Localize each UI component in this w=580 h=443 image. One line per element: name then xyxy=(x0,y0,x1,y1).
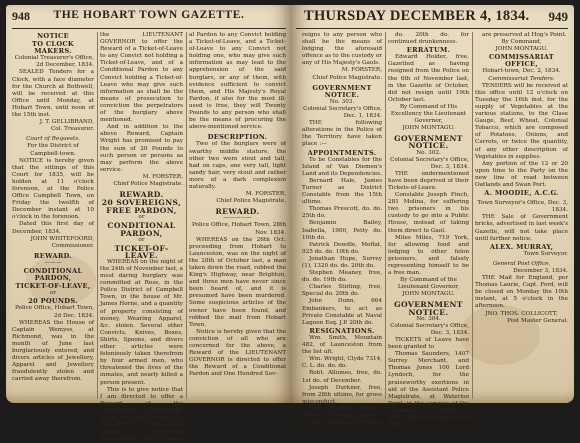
right-page xyxy=(290,5,574,434)
article-text: Court of Requests. xyxy=(26,136,80,143)
article-text: al Pardon to any Convict holding a Ticket-of-Leave, and a Ticket-of-Leave to any Convict not holding one, who may give such information as may lead to the apprehension of the said burglars, or any of them, with evidence sufficient to convict them, and His Majesty's Royal Pardon, if also for the most ill-used is free, they will Twenty Pounds to any person who shall be the means of procuring the above-mentioned service. xyxy=(189,32,286,131)
article-text: No. 302. xyxy=(416,149,441,156)
article-text: Two of the burglars were of swarthy middle stature, the other two were stout and tall, had on caps, one very tall, light sandy hair, very stout and rather more of a dark complexion naturally. xyxy=(189,141,286,190)
article-text: JOHN MONTAGU. xyxy=(495,46,548,53)
article-text: JOHN MONTAGU. xyxy=(402,291,455,298)
article-text: REWARD. xyxy=(215,207,260,217)
article-text: Hobart-town, Dec. 2, 1834. xyxy=(482,68,561,75)
article-text: JOHN WHITEFOORD, xyxy=(30,235,94,242)
article-text: Benjamin Bailey, Isabella, 1900, Petty do. 10th do. xyxy=(302,220,382,241)
article-text: Col. Treasurer. xyxy=(50,126,94,133)
article-text: 20 SOVEREIGNS, xyxy=(101,198,182,208)
article-text: By Command of His Excellency the Lieutenant Governor, xyxy=(390,103,467,125)
right-page-number: 949 xyxy=(548,9,568,24)
article-text: Constable Joseph Finch, 281 Molina, for suffering two prisoners in his custody to go into a Public House, instead of taking them direct to Gaol. xyxy=(388,192,469,234)
article-text: REWARD. xyxy=(34,251,72,260)
left-page xyxy=(6,5,292,443)
article-text: are preserved at Hog's Point. xyxy=(482,32,567,38)
left-column-1 xyxy=(12,32,98,399)
article-text: reigns to any person who shall be the means of lodging the aforesaid offence as to the custody or any of His Majesty's Gaols. xyxy=(302,32,382,67)
article-text: FREE PARDON, xyxy=(106,206,177,216)
article-text: M. FORSTER, xyxy=(142,173,183,180)
article-text: Town Surveyor. xyxy=(523,250,568,257)
article-text: General Post Office, xyxy=(492,260,551,267)
article-text: No. 304. xyxy=(416,315,441,322)
article-text: TICKETS of Leave have been granted to xyxy=(388,336,469,351)
left-page-columns xyxy=(12,32,286,443)
article-text: GOVERNMENT NOTICE. xyxy=(394,300,463,317)
article-text: A. MOODIE, A.C.G. xyxy=(484,189,559,198)
article-text: Post Master General. xyxy=(506,317,568,324)
article-text: Jonathan Hope, Surrey (1), 1320 do. do. 20th do. xyxy=(302,255,382,269)
article-text: No. 303. xyxy=(329,98,355,105)
article-text: Wm. Wright, Clyde 7314, C. L. do. do. do. xyxy=(302,356,382,370)
article-text: M. FORSTER, xyxy=(341,67,382,74)
left-column-2 xyxy=(100,32,187,443)
article-text: Chief Police Magistrate. xyxy=(113,180,183,187)
article-text: Edward Holder, free, Gazetted as having resigned from the Police on the 6th of November last, in the Gazette of October, did not resign until 19th October last. xyxy=(388,54,469,103)
article-text: ——— xyxy=(44,259,62,266)
header-rule xyxy=(12,28,286,29)
article-text: Commissariat Tenders. xyxy=(488,75,555,82)
article-text: APPOINTMENTS. xyxy=(307,148,377,157)
article-text: COMMISSARIAT OFFICE, xyxy=(489,53,554,69)
article-text: WHEREAS the House of Captain Wemyss, at Richmond, was in the month of June last burglariously entered, and divers articles of Jewellery, Apparel and Jewellery fraudulently stolen and carried away therefrom. xyxy=(12,319,94,383)
article-text: do. 20th do. for continued drunkenness. xyxy=(388,32,469,46)
article-text: Colonial Secretary's Office, Dec. 1, 1834. xyxy=(303,105,382,120)
newspaper-spread xyxy=(6,5,574,443)
article-text: NOTICE xyxy=(37,32,69,40)
article-text: GOVERNMENT NOTICE. xyxy=(394,134,463,151)
article-text: JNO. THOS. COLLICOTT, xyxy=(485,310,558,317)
left-column-3 xyxy=(189,32,286,399)
article-text: the LIEUTENANT GOVERNOR to offer the Reward of a Ticket-of-Leave to any Convict not holding a Ticket-of-Leave, and of a Conditional Pardon to any Convict holding a Ticket-of-Leave who may give such information as shall be the means of prosecution to conviction the perpetrators of the burglary above mentioned. xyxy=(100,32,183,124)
article-text: Joseph Durkner, free, from 28th ultimo, for gross misconduct. xyxy=(302,384,382,405)
gazette-masthead: THE HOBART TOWN GAZETTE. xyxy=(53,9,245,21)
article-text: 2d December, 1834. xyxy=(36,62,94,69)
article-text: Police Office, Hobart Town, 2d Dec. 1834. xyxy=(14,305,94,319)
article-text: or xyxy=(49,290,57,297)
article-text: Chief Police Magistrate. xyxy=(312,74,382,81)
article-text: Commissioner. xyxy=(51,242,94,249)
article-text: TENDERS will be received at this office until 12 o'clock on Tuesday the 16th inst. for the supply of Vegetables at the various stations, to the Clase Gauge, Beef, Wheat, Colonial Tobacco, which are composed of Potatoes, Onions, and Carrots, or twice the quantity, of any other description of Vegetables in supplies. xyxy=(475,82,568,160)
article-text: SEALED Tenders for a Clock, with a face diameter for the Church at Bothwell, will be received at this Office until Monday, at Hobart Town, until noon of the 15th inst. xyxy=(12,69,94,119)
article-text: 20 POUNDS. xyxy=(28,297,78,306)
article-text: For the District of Campbell-town. xyxy=(27,143,79,157)
article-text: By Command, xyxy=(501,39,542,46)
article-text: GOVERNMENT NOTICE. xyxy=(312,83,372,99)
article-text: TICKET-OF-LEAVE, xyxy=(15,282,91,291)
article-text: THE following alterations in the Police of the Territory have taken place :— xyxy=(302,120,382,148)
article-text: WHEREAS on the 26th Oct. proceeding from Hobart to Launceston, was on the night of the 28th of October last, a man taken down the road, robbed the King's Highway, near Brighton, and three men have never since been heard of, and it is presumed have been murdered. Some suspicious articles of the owner have been found, and robbed the mail from Hobart Town. xyxy=(189,236,286,328)
article-text: Patrick Dowdle, Moffat, 925 do. do. 10th do. xyxy=(302,241,382,255)
article-text: ERRATUM. xyxy=(406,46,451,55)
article-text: ALEX. MURRAY, xyxy=(489,242,554,251)
article-text: REWARD. xyxy=(119,190,164,200)
article-text: Robt. Allumes, free, do. 1st do. of December. xyxy=(302,370,382,384)
article-text: TO CLOCK MAKERS. xyxy=(32,40,74,56)
article-text: Miles Miles, 719 York, for allowing food and lodging to other felon prisoners, and falsely representing himself to be a free man. xyxy=(388,234,469,277)
article-text: By Command of the Lieutenant Governor, xyxy=(397,277,460,291)
article-text: Thomas Prescott, do. do. 25th do. xyxy=(302,206,382,220)
article-text: Colonial Secretary's Office, Dec. 3, 1834. xyxy=(390,322,469,336)
article-text: Colonial Treasurer's Office, xyxy=(14,55,94,62)
right-column-2 xyxy=(388,32,473,429)
article-text: And in addition to the above Reward, Captain Wright has promised to pay the sum of 20 Pounds to such person or persons as may perform the above service. xyxy=(100,124,183,173)
article-text: To be Constables for the Island of Van Diemen's Land and its Dependencies. xyxy=(302,156,382,177)
left-page-number: 948 xyxy=(12,9,30,23)
article-text: Any portion of the 12 or 20 upon time to the Party on the new line of road between Oatlands and Swan Port. xyxy=(475,160,568,188)
article-text: JOHN MONTAGU. xyxy=(402,125,455,132)
article-text: CONDITIONAL PARDON, xyxy=(23,267,83,283)
right-page-columns xyxy=(296,32,568,434)
article-text: WHEREAS on the night of the 24th of November last, a most daring burglary was committed at Ross, in the Police District of Campbell Town, in the house of Mr. James Horne, and a quantity of property consisting of money, Wearing Apparel, &c. stolen. Several other Convicts, Knives, Boxes, Shirts, Spoons, and divers other articles were feloniously taken therefrom by four armed men, who threatened the lives of the inmates, and nearly killed a person present. xyxy=(100,258,183,386)
article-text: Wm. Smith, Mountain 482, of Launceston from the list ult. xyxy=(302,334,382,356)
article-text: DESCRIPTION. xyxy=(207,133,268,142)
article-text: Stephen Meaney, free, do. do. 19th do. xyxy=(302,270,382,284)
article-text: John Henderson, Mullan (2) xyxy=(302,420,382,434)
article-text: THE Sale of Government bricks, advertised in last week's Gazette, will not take place until further notice. xyxy=(475,214,568,242)
issue-date: THURSDAY DECEMBER 4, 1834. xyxy=(304,8,530,24)
article-text: Colonial Secretary's Office, Dec. 3, 1834. xyxy=(390,156,469,170)
article-text: Wm. Conder, Phoenix 403, do. for drunkenness. xyxy=(302,405,382,419)
article-text: Police Office, Hobart Town, 28th Nov. 1834. xyxy=(191,222,286,236)
article-text: CONDITIONAL PARDON, xyxy=(107,221,176,238)
article-text: Bernard Hale, James Turner as District Constable from the 15th ultimo. xyxy=(302,177,382,206)
article-text: December 3, 1834. xyxy=(513,268,568,274)
right-page-header xyxy=(296,9,568,27)
article-text: M. FORSTER, xyxy=(245,191,286,198)
article-text: or xyxy=(138,236,145,243)
article-text: or xyxy=(138,214,145,221)
article-text: Notice is hereby given that the conviction of all who are concerned for the above, a Reward of the LIEUTENANT GOVERNOR is directed to offer the Reward of a Conditional Pardon and One Hundred Sov- xyxy=(189,328,286,378)
article-text: THE Mail for England, per Thomas Laurie, Capt. Ford, will be closed on Monday the 10th instant, at 5 o'clock in the afternoon. xyxy=(475,275,568,310)
article-text: NOTICE is hereby given that the sittings of this Court for 1835, will be holden at 11 o'clock forenoon, at the Police Office Campbell Town, on Friday the twelfth of December instant at 10 o'clock in the forenoon. xyxy=(12,157,94,221)
right-column-3 xyxy=(475,32,568,399)
article-text: TICKET-OF-LEAVE. xyxy=(114,243,169,260)
header-rule xyxy=(296,28,568,29)
article-text: Charles Stirling, free, Special do. 20th do. xyxy=(302,284,382,298)
right-column-1 xyxy=(302,32,386,434)
article-text: John Dunn, 664 Embankers, to act as Private Constable at Naval Lagoon Esq. J.P. 20th do. xyxy=(302,298,382,326)
article-text: J. T. GELLIBRAND, xyxy=(39,119,94,126)
article-text: ————— xyxy=(223,215,252,222)
left-page-header xyxy=(12,9,286,27)
article-text: Thomas Saunders, 1407 Surrey Merchant, and Thomas Jones 100 Lord Lyndoch, for the praiseworthy exertions in aid of the Assistant Police Magistrate, at Waterloo Point, in the services of the capturing of a bush, by which the life of one of the crew xyxy=(388,351,469,429)
article-text: Dated this first day of December, 1834. xyxy=(12,221,94,235)
article-text: This is to give notice that I am directed to offer a Reward of the LIEUTENANT GOVERNOR, in like case, the Reward of a Free Pardon to any person holding a Conditional Emancipation, a Conditional xyxy=(100,386,183,443)
article-text: THE undermentioned have been deprived of their Tickets-of-Leave. xyxy=(388,170,469,191)
article-text: Chief Police Magistrate. xyxy=(216,198,286,205)
article-text: Town Surveyor's Office, Dec. 3, 1834. xyxy=(477,200,568,214)
article-text: RESIGNATIONS. xyxy=(309,326,375,335)
